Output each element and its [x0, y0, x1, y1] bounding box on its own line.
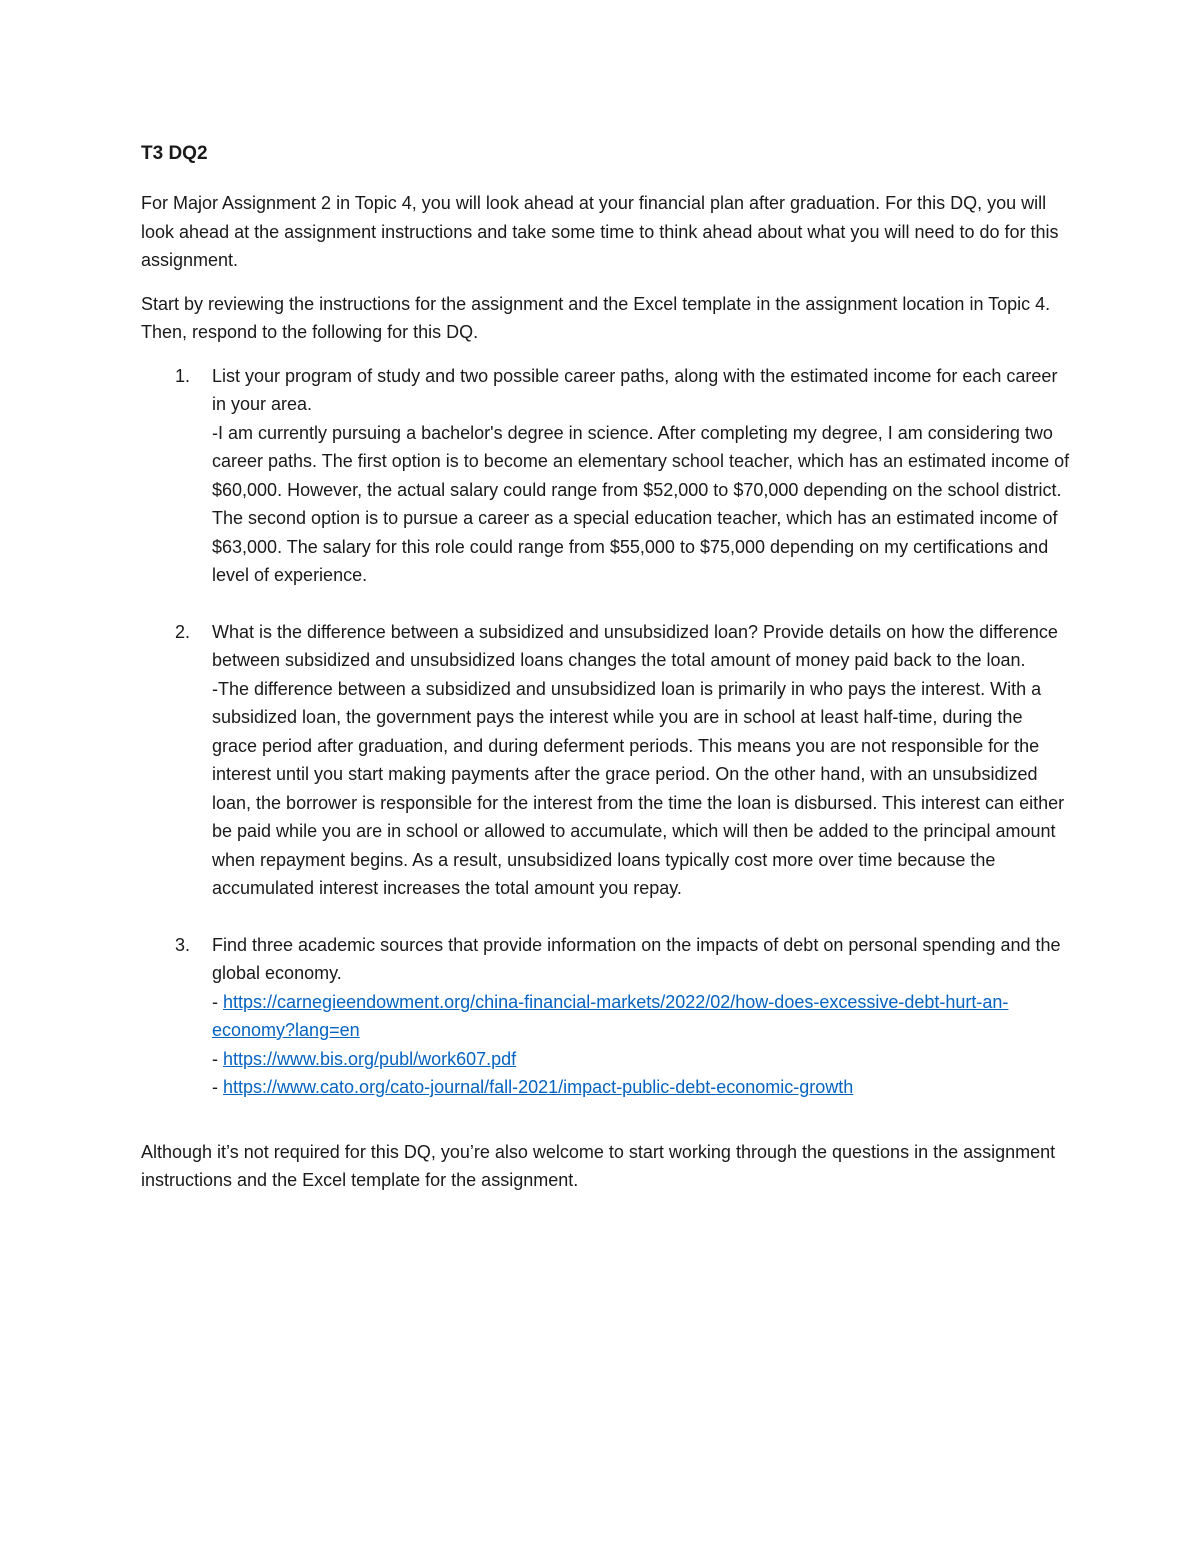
question-number: 3.: [175, 934, 191, 955]
question-text: What is the difference between a subsidized and unsubsidized loan? Provide details on how the difference between subsidized and unsubsidized loans changes the total amount of money paid back to the loan.: [212, 621, 1058, 670]
question-number: 2.: [175, 621, 191, 642]
question-text: List your program of study and two possible career paths, along with the estimated income for each career in your area.: [212, 365, 1058, 414]
question-item-2: [141, 618, 1070, 903]
question-item-1: [141, 362, 1070, 590]
source-bullet: -: [212, 1048, 223, 1069]
answer-text: -I am currently pursuing a bachelor's degree in science. After completing my degree, I am considering two career paths. The first option is to become an elementary school teacher, which has an estimated income of $60,000. However, the actual salary could range from $52,000 to $70,000 depending on the school district. The second option is to pursue a career as a special education teacher, which has an estimated income of $63,000. The salary for this role could range from $55,000 to $75,000 depending on my certifications and level of experience.: [212, 422, 1070, 585]
source-bullet: -: [212, 1077, 223, 1097]
question-list: [141, 362, 1070, 1102]
source-bullet: -: [212, 991, 223, 1012]
intro-paragraph-1: For Major Assignment 2 in Topic 4, you will look ahead at your financial plan after graduation. For this DQ, you will look ahead at the assignment instructions and take some time to think ahead about what you will need to do for this assignment.: [141, 193, 1059, 270]
source-line: [212, 988, 1070, 1045]
source-link-1[interactable]: https://carnegieendowment.org/china-financial-markets/2022/02/how-does-excessive-debt-hurt-an-economy?lang=en: [212, 991, 1009, 1040]
intro-paragraph-2: Start by reviewing the instructions for the assignment and the Excel template in the assignment location in Topic 4. Then, respond to the following for this DQ.: [141, 293, 1051, 342]
question-item-3: [141, 931, 1070, 1102]
source-line: [212, 1045, 1070, 1074]
document-title: T3 DQ2: [141, 143, 208, 164]
source-line: [212, 1073, 1070, 1102]
answer-text: -The difference between a subsidized and unsubsidized loan is primarily in who pays the interest. With a subsidized loan, the government pays the interest while you are in school at least half-time, during the grace period after graduation, and during deferment periods. This means you are not responsible for the interest until you start making payments after the grace period. On the other hand, with an unsubsidized loan, the borrower is responsible for the interest from the time the loan is disbursed. This interest can either be paid while you are in school or allowed to accumulate, which will then be added to the principal amount when repayment begins. As a result, unsubsidized loans typically cost more over time because the accumulated interest increases the total amount you repay.: [212, 678, 1065, 898]
question-text: Find three academic sources that provide information on the impacts of debt on personal spending and the global economy.: [212, 934, 1061, 983]
closing-paragraph: Although it’s not required for this DQ, you’re also welcome to start working through the questions in the assignment instructions and the Excel template for the assignment.: [141, 1141, 1056, 1190]
source-link-3[interactable]: https://www.cato.org/cato-journal/fall-2021/impact-public-debt-economic-growth: [223, 1077, 854, 1097]
source-link-2[interactable]: https://www.bis.org/publ/work607.pdf: [223, 1048, 517, 1069]
question-number: 1.: [175, 365, 191, 386]
